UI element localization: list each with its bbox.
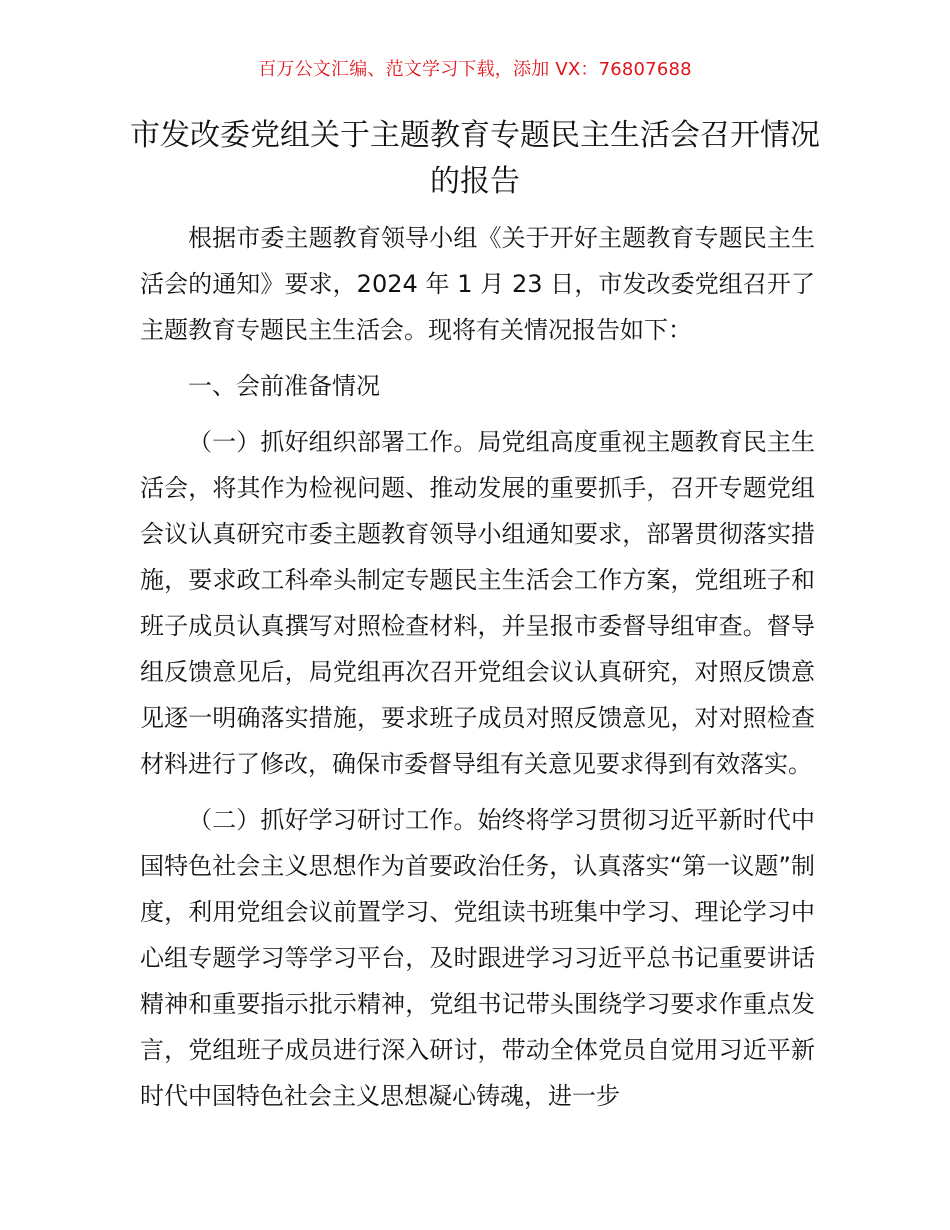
paragraph-organization: （一）抓好组织部署工作。局党组高度重视主题教育民主生活会，将其作为检视问题、推动发展的重要抓手，召开专题党组会议认真研究市委主题教育领导小组通知要求，部署贯彻落实措施，要求政工科牵头制定专题民主生活会工作方案，党组班子和班子成员认真撰写对照检查材料，并呈报市委督导组审查。督导组反馈意见后，局党组再次召开党组会议认真研究，对照反馈意见逐一明确落实措施，要求班子成员对照反馈意见，对对照检查材料进行了修改，确保市委督导组有关意见要求得到有效落实。 bbox=[140, 428, 815, 778]
document-title: 市发改委党组关于主题教育专题民主生活会召开情况的报告 bbox=[130, 118, 820, 199]
section-heading: 一、会前准备情况 bbox=[188, 372, 380, 400]
watermark-text: 百万公文汇编、范文学习下载，添加 VX：76807688 bbox=[258, 59, 692, 80]
document-body bbox=[140, 215, 815, 1129]
intro-paragraph: 根据市委主题教育领导小组《关于开好主题教育专题民主生活会的通知》要求，2024 年 1 月 23 日，市发改委党组召开了主题教育专题民主生活会。现将有关情况报告如下： bbox=[140, 224, 815, 344]
paragraph-study: （二）抓好学习研讨工作。始终将学习贯彻习近平新时代中国特色社会主义思想作为首要政治任务，认真落实“第一议题”制度，利用党组会议前置学习、党组读书班集中学习、理论学习中心组专题学习等学习平台，及时跟进学习习近平总书记重要讲话精神和重要指示批示精神，党组书记带头围绕学习要求作重点发言，党组班子成员进行深入研讨，带动全体党员自觉用习近平新时代中国特色社会主义思想凝心铸魂，进一步 bbox=[140, 806, 815, 1110]
